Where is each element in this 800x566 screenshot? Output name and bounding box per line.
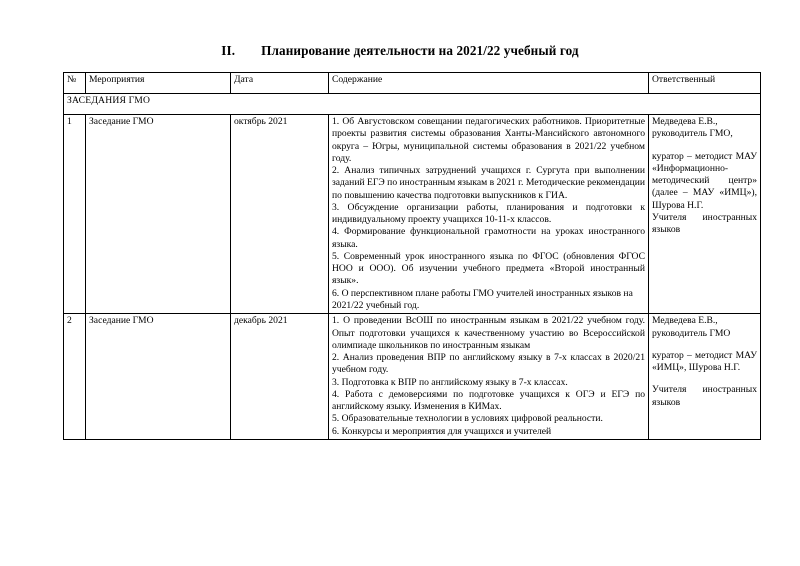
row-number: 2 xyxy=(64,314,86,440)
table-body xyxy=(64,94,761,440)
table-row xyxy=(64,115,761,314)
responsible-item: куратор – методист МАУ «ИМЦ», Шурова Н.Г. xyxy=(652,349,757,374)
content-item: 6. Конкурсы и мероприятия для учащихся и учителей xyxy=(332,425,552,437)
content-item: 5. Образовательные технологии в условиях цифровой реальности. xyxy=(332,413,603,425)
page-title xyxy=(0,0,800,59)
responsible-item: руководитель ГМО, xyxy=(652,128,733,140)
content-item: 3. Обсуждение организации работы, планирования и подготовки к индивидуальному проекту учащихся 10-11-х классов. xyxy=(332,201,645,226)
responsible-item: Медведева Е.В., xyxy=(652,116,718,127)
section-title: ЗАСЕДАНИЯ ГМО xyxy=(64,94,761,115)
content-item: 2. Анализ проведения ВПР по английскому языку в 7-х классах в 2020/21 учебном году. xyxy=(332,352,645,376)
row-date: октябрь 2021 xyxy=(231,115,329,314)
row-date: декабрь 2021 xyxy=(231,314,329,440)
row-responsible xyxy=(649,314,761,440)
content-item: 1. Об Августовском совещании педагогических работников. Приоритетные проекты развития системы образования Ханты-Мансийского автономного округа – Югры, муниципальной системы образования в 2021/22 учебном году. xyxy=(332,116,645,164)
responsible-item: руководитель ГМО xyxy=(652,327,731,339)
column-header-content: Содержание xyxy=(329,73,649,94)
content-item: 4. Формирование функциональной грамотности на уроках иностранного языка. xyxy=(332,226,645,250)
section-title-row xyxy=(64,94,761,115)
heading-numeral: II. xyxy=(221,43,236,58)
planning-table xyxy=(63,72,761,440)
content-item: 3. Подготовка к ВПР по английскому языку в 7-х классах. xyxy=(332,376,568,388)
row-event: Заседание ГМО xyxy=(86,314,231,440)
heading-text: Планирование деятельности на 2021/22 учебный год xyxy=(261,43,579,58)
content-item: 4. Работа с демоверсиями по подготовке учащихся к ОГЭ и ЕГЭ по английскому языку. Изменения в КИМах. xyxy=(332,388,645,413)
content-item: 2. Анализ типичных затруднений учащихся г. Сургута при выполнении заданий ЕГЭ по иностранным языкам в 2021 г. Методические рекомендации по повышению качества подготовки выпускников к ГИА. xyxy=(332,165,645,201)
column-header-event: Мероприятия xyxy=(86,73,231,94)
table-row xyxy=(64,314,761,440)
responsible-item: Медведева Е.В., xyxy=(652,315,718,327)
column-header-date: Дата xyxy=(231,73,329,94)
row-content xyxy=(329,314,649,440)
table-header-row xyxy=(64,73,761,94)
column-header-responsible: Ответственный xyxy=(649,73,761,94)
responsible-item: Учителя иностранных языков xyxy=(652,211,757,236)
spacer xyxy=(652,340,757,350)
content-item: 6. О перспективном плане работы ГМО учителей иностранных языков на 2021/22 учебный год. xyxy=(332,287,633,311)
row-event: Заседание ГМО xyxy=(86,115,231,314)
responsible-item: куратор – методист МАУ «Информационно-методический центр» (далее – МАУ «ИМЦ»), Шурова Н.Г. xyxy=(652,150,757,211)
table-header xyxy=(64,73,761,94)
spacer xyxy=(652,141,757,151)
content-item: 1. О проведении ВсОШ по иностранным языкам в 2021/22 учебном году. Опыт подготовки учащихся к качественному участию во Всероссийской олимпиаде школьников по иностранным языкам xyxy=(332,315,645,351)
spacer xyxy=(652,374,757,384)
row-responsible xyxy=(649,115,761,314)
column-header-num: № xyxy=(64,73,86,94)
row-content xyxy=(329,115,649,314)
responsible-item: Учителя иностранных языков xyxy=(652,384,757,408)
row-number: 1 xyxy=(64,115,86,314)
content-item: 5. Современный урок иностранного языка по ФГОС (обновления ФГОС НОО и ООО). Об изучении учебного предмета «Второй иностранный язык». xyxy=(332,250,645,287)
